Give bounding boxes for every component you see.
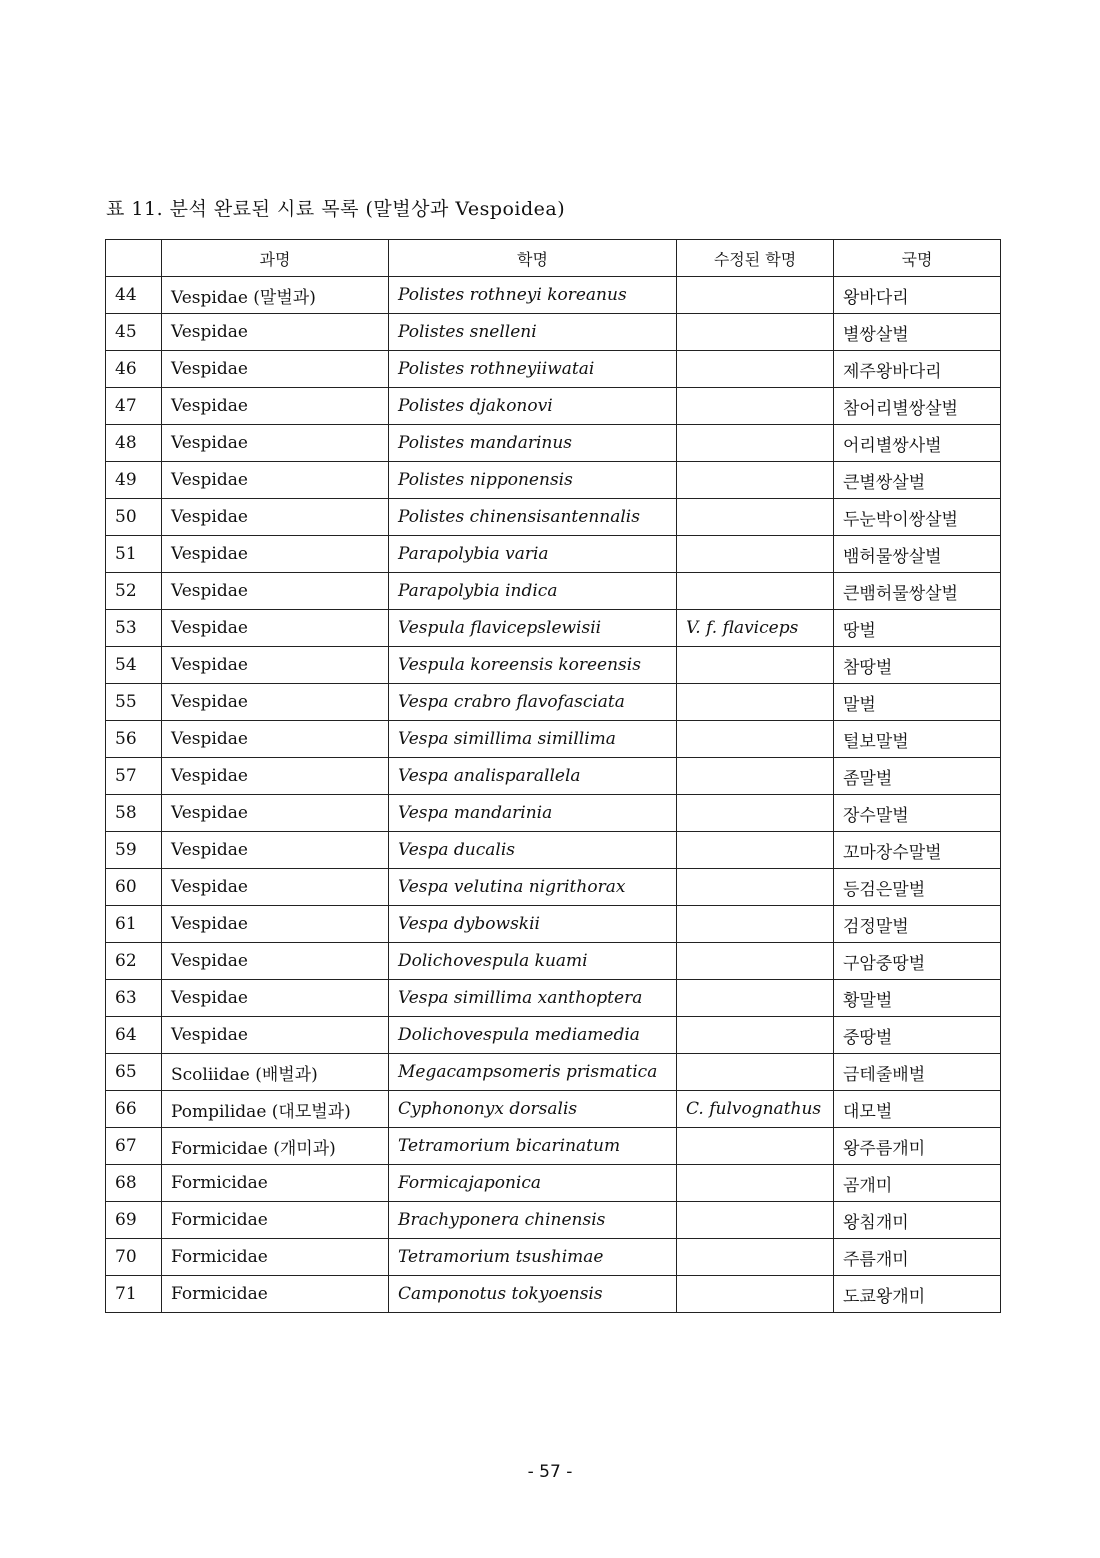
korean-name-cell: 대모벌	[834, 1091, 1001, 1128]
family-cell: Vespidae	[162, 721, 389, 758]
table-row	[106, 425, 1001, 462]
scientific-name-cell: Vespa simillima xanthoptera	[389, 980, 677, 1017]
row-number: 48	[106, 425, 162, 462]
family-cell: Vespidae	[162, 573, 389, 610]
family-cell: Vespidae	[162, 425, 389, 462]
scientific-name-cell: Parapolybia varia	[389, 536, 677, 573]
family-cell: Vespidae	[162, 1017, 389, 1054]
scientific-name-cell: Vespa mandarinia	[389, 795, 677, 832]
family-cell: Formicidae	[162, 1276, 389, 1313]
row-number: 71	[106, 1276, 162, 1313]
korean-name-cell: 뱀허물쌍살벌	[834, 536, 1001, 573]
korean-name-cell: 땅벌	[834, 610, 1001, 647]
revised-name-cell	[677, 388, 834, 425]
row-number: 50	[106, 499, 162, 536]
family-cell: Vespidae	[162, 610, 389, 647]
table-row	[106, 1017, 1001, 1054]
table-row	[106, 1128, 1001, 1165]
korean-name-cell: 금테줄배벌	[834, 1054, 1001, 1091]
family-cell: Vespidae	[162, 388, 389, 425]
korean-name-cell: 큰뱀허물쌍살벌	[834, 573, 1001, 610]
table-row	[106, 351, 1001, 388]
table-header-row	[106, 240, 1001, 277]
scientific-name-cell: Vespa analisparallela	[389, 758, 677, 795]
scientific-name-cell: Vespa crabro flavofasciata	[389, 684, 677, 721]
table-row	[106, 832, 1001, 869]
revised-name-cell	[677, 314, 834, 351]
family-cell: Vespidae	[162, 906, 389, 943]
revised-name-cell	[677, 758, 834, 795]
scientific-name-cell: Brachyponera chinensis	[389, 1202, 677, 1239]
revised-name-cell	[677, 795, 834, 832]
revised-name-cell	[677, 277, 834, 314]
scientific-name-cell: Polistes chinensisantennalis	[389, 499, 677, 536]
row-number: 55	[106, 684, 162, 721]
scientific-name-cell: Polistes snelleni	[389, 314, 677, 351]
scientific-name-cell: Vespa dybowskii	[389, 906, 677, 943]
scientific-name-cell: Vespa ducalis	[389, 832, 677, 869]
family-cell: Vespidae	[162, 536, 389, 573]
row-number: 61	[106, 906, 162, 943]
family-cell: Formicidae	[162, 1202, 389, 1239]
revised-name-cell	[677, 1165, 834, 1202]
row-number: 60	[106, 869, 162, 906]
row-number: 58	[106, 795, 162, 832]
family-cell: Formicidae	[162, 1165, 389, 1202]
row-number: 68	[106, 1165, 162, 1202]
family-cell: Vespidae	[162, 832, 389, 869]
table-row	[106, 499, 1001, 536]
row-number: 51	[106, 536, 162, 573]
table-row	[106, 1276, 1001, 1313]
table-row	[106, 1202, 1001, 1239]
korean-name-cell: 꼬마장수말벌	[834, 832, 1001, 869]
table-row	[106, 758, 1001, 795]
korean-name-cell: 제주왕바다리	[834, 351, 1001, 388]
table-row	[106, 721, 1001, 758]
scientific-name-cell: Vespula koreensis koreensis	[389, 647, 677, 684]
family-cell: Formicidae	[162, 1239, 389, 1276]
table-row	[106, 906, 1001, 943]
revised-name-cell	[677, 351, 834, 388]
row-number: 45	[106, 314, 162, 351]
row-number: 49	[106, 462, 162, 499]
table-body	[106, 277, 1001, 1313]
revised-name-cell	[677, 425, 834, 462]
korean-name-cell: 참땅벌	[834, 647, 1001, 684]
header-korean-name: 국명	[834, 240, 1001, 277]
table-row	[106, 388, 1001, 425]
family-cell: Vespidae	[162, 758, 389, 795]
revised-name-cell	[677, 1054, 834, 1091]
family-cell: Vespidae	[162, 980, 389, 1017]
table-row	[106, 647, 1001, 684]
revised-name-cell	[677, 1128, 834, 1165]
korean-name-cell: 검정말벌	[834, 906, 1001, 943]
table-row	[106, 943, 1001, 980]
table-row	[106, 462, 1001, 499]
family-cell: Pompilidae (대모벌과)	[162, 1091, 389, 1128]
revised-name-cell	[677, 684, 834, 721]
row-number: 54	[106, 647, 162, 684]
table-row	[106, 1239, 1001, 1276]
scientific-name-cell: Polistes nipponensis	[389, 462, 677, 499]
revised-name-cell	[677, 573, 834, 610]
revised-name-cell	[677, 721, 834, 758]
row-number: 65	[106, 1054, 162, 1091]
revised-name-cell	[677, 1202, 834, 1239]
table-row	[106, 684, 1001, 721]
scientific-name-cell: Dolichovespula mediamedia	[389, 1017, 677, 1054]
korean-name-cell: 도쿄왕개미	[834, 1276, 1001, 1313]
korean-name-cell: 참어리별쌍살벌	[834, 388, 1001, 425]
family-cell: Vespidae	[162, 684, 389, 721]
revised-name-cell: C. fulvognathus	[677, 1091, 834, 1128]
revised-name-cell	[677, 647, 834, 684]
family-cell: Vespidae	[162, 314, 389, 351]
korean-name-cell: 왕주름개미	[834, 1128, 1001, 1165]
table-row	[106, 1165, 1001, 1202]
family-cell: Scoliidae (배벌과)	[162, 1054, 389, 1091]
row-number: 69	[106, 1202, 162, 1239]
table-row	[106, 314, 1001, 351]
header-family: 과명	[162, 240, 389, 277]
table-row	[106, 795, 1001, 832]
korean-name-cell: 좀말벌	[834, 758, 1001, 795]
scientific-name-cell: Vespa velutina nigrithorax	[389, 869, 677, 906]
revised-name-cell	[677, 1017, 834, 1054]
row-number: 63	[106, 980, 162, 1017]
korean-name-cell: 왕침개미	[834, 1202, 1001, 1239]
korean-name-cell: 등검은말벌	[834, 869, 1001, 906]
row-number: 47	[106, 388, 162, 425]
family-cell: Vespidae (말벌과)	[162, 277, 389, 314]
family-cell: Formicidae (개미과)	[162, 1128, 389, 1165]
scientific-name-cell: Polistes rothneyi koreanus	[389, 277, 677, 314]
korean-name-cell: 주름개미	[834, 1239, 1001, 1276]
scientific-name-cell: Formicajaponica	[389, 1165, 677, 1202]
row-number: 67	[106, 1128, 162, 1165]
korean-name-cell: 왕바다리	[834, 277, 1001, 314]
family-cell: Vespidae	[162, 647, 389, 684]
scientific-name-cell: Polistes mandarinus	[389, 425, 677, 462]
scientific-name-cell: Vespula flavicepslewisii	[389, 610, 677, 647]
row-number: 62	[106, 943, 162, 980]
revised-name-cell	[677, 980, 834, 1017]
scientific-name-cell: Tetramorium bicarinatum	[389, 1128, 677, 1165]
row-number: 56	[106, 721, 162, 758]
revised-name-cell	[677, 536, 834, 573]
row-number: 66	[106, 1091, 162, 1128]
table-row	[106, 869, 1001, 906]
revised-name-cell	[677, 1276, 834, 1313]
row-number: 46	[106, 351, 162, 388]
korean-name-cell: 어리별쌍사벌	[834, 425, 1001, 462]
korean-name-cell: 곰개미	[834, 1165, 1001, 1202]
row-number: 64	[106, 1017, 162, 1054]
revised-name-cell	[677, 906, 834, 943]
row-number: 53	[106, 610, 162, 647]
scientific-name-cell: Cyphononyx dorsalis	[389, 1091, 677, 1128]
table-row	[106, 573, 1001, 610]
table-row	[106, 980, 1001, 1017]
korean-name-cell: 황말벌	[834, 980, 1001, 1017]
korean-name-cell: 말벌	[834, 684, 1001, 721]
table-caption: 표 11. 분석 완료된 시료 목록 (말벌상과 Vespoidea)	[106, 198, 566, 220]
revised-name-cell	[677, 832, 834, 869]
revised-name-cell	[677, 499, 834, 536]
family-cell: Vespidae	[162, 869, 389, 906]
row-number: 57	[106, 758, 162, 795]
scientific-name-cell: Megacampsomeris prismatica	[389, 1054, 677, 1091]
revised-name-cell	[677, 943, 834, 980]
korean-name-cell: 두눈박이쌍살벌	[834, 499, 1001, 536]
header-revised-scientific-name: 수정된 학명	[677, 240, 834, 277]
page-number: - 57 -	[527, 1462, 573, 1482]
korean-name-cell: 별쌍살벌	[834, 314, 1001, 351]
family-cell: Vespidae	[162, 462, 389, 499]
family-cell: Vespidae	[162, 351, 389, 388]
scientific-name-cell: Vespa simillima simillima	[389, 721, 677, 758]
scientific-name-cell: Polistes rothneyiiwatai	[389, 351, 677, 388]
row-number: 44	[106, 277, 162, 314]
family-cell: Vespidae	[162, 795, 389, 832]
table-row	[106, 536, 1001, 573]
table-row	[106, 1054, 1001, 1091]
row-number: 52	[106, 573, 162, 610]
table-row	[106, 610, 1001, 647]
scientific-name-cell: Polistes djakonovi	[389, 388, 677, 425]
row-number: 70	[106, 1239, 162, 1276]
header-scientific-name: 학명	[389, 240, 677, 277]
korean-name-cell: 털보말벌	[834, 721, 1001, 758]
korean-name-cell: 구암중땅벌	[834, 943, 1001, 980]
scientific-name-cell: Dolichovespula kuami	[389, 943, 677, 980]
revised-name-cell	[677, 462, 834, 499]
family-cell: Vespidae	[162, 499, 389, 536]
korean-name-cell: 장수말벌	[834, 795, 1001, 832]
table-row	[106, 1091, 1001, 1128]
korean-name-cell: 중땅벌	[834, 1017, 1001, 1054]
revised-name-cell	[677, 1239, 834, 1276]
revised-name-cell: V. f. flaviceps	[677, 610, 834, 647]
korean-name-cell: 큰별쌍살벌	[834, 462, 1001, 499]
scientific-name-cell: Parapolybia indica	[389, 573, 677, 610]
header-number	[106, 240, 162, 277]
sample-list-table	[105, 239, 1001, 1313]
scientific-name-cell: Camponotus tokyoensis	[389, 1276, 677, 1313]
table-row	[106, 277, 1001, 314]
scientific-name-cell: Tetramorium tsushimae	[389, 1239, 677, 1276]
row-number: 59	[106, 832, 162, 869]
family-cell: Vespidae	[162, 943, 389, 980]
revised-name-cell	[677, 869, 834, 906]
